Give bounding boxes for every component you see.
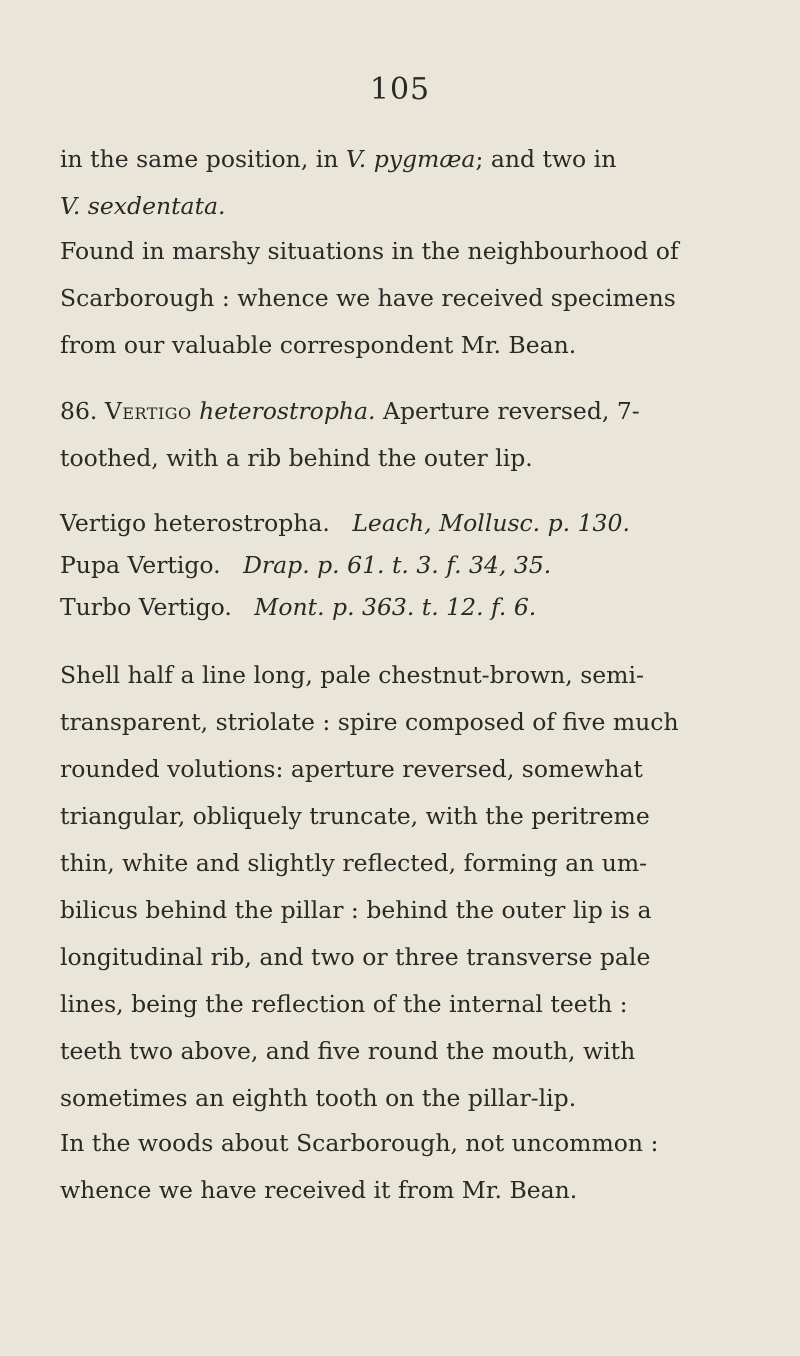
text-line	[60, 136, 780, 183]
description-line: rounded volutions: aperture reversed, somewhat	[60, 755, 643, 783]
description-line: teeth two above, and five round the mouth, with	[60, 1037, 636, 1065]
synonymy-list	[60, 502, 780, 628]
synonym-reference: Drap. p. 61. t. 3. f. 34, 35.	[243, 551, 552, 579]
synonym-name: Turbo Vertigo.	[60, 593, 232, 621]
species-title-line	[60, 388, 780, 435]
diagnosis-line: toothed, with a rib behind the outer lip.	[60, 444, 533, 472]
continuation-paragraph	[60, 136, 780, 230]
habitat-line: In the woods about Scarborough, not uncommon :	[60, 1129, 659, 1157]
habitat-paragraph-prev	[60, 228, 780, 369]
description-line: sometimes an eighth tooth on the pillar-lip.	[60, 1084, 577, 1112]
synonym-row	[60, 544, 780, 586]
diagnosis-text: Aperture reversed, 7-	[382, 397, 640, 425]
description-line: Shell half a line long, pale chestnut-brown, semi-	[60, 661, 644, 689]
text-segment: in the same position, in	[60, 145, 346, 173]
description-line: bilicus behind the pillar : behind the outer lip is a	[60, 896, 652, 924]
text-line: from our valuable correspondent Mr. Bean.	[60, 331, 577, 359]
habitat-paragraph	[60, 1120, 780, 1214]
species-name-line: V. sexdentata.	[60, 192, 226, 220]
description-line: triangular, obliquely truncate, with the peritreme	[60, 802, 650, 830]
description-line: transparent, striolate : spire composed of five much	[60, 708, 679, 736]
species-number: 86.	[60, 397, 98, 425]
text-line: Found in marshy situations in the neighbourhood of	[60, 237, 679, 265]
synonym-reference: Leach, Mollusc. p. 130.	[352, 509, 630, 537]
habitat-line: whence we have received it from Mr. Bean.	[60, 1176, 578, 1204]
synonym-reference: Mont. p. 363. t. 12. f. 6.	[254, 593, 537, 621]
synonym-row	[60, 586, 780, 628]
text-line: Scarborough : whence we have received specimens	[60, 284, 676, 312]
species-name: V. pygmæa	[345, 145, 476, 173]
page-number: 105	[369, 72, 431, 107]
species-heading	[60, 388, 780, 482]
description-line: lines, being the reflection of the internal teeth :	[60, 990, 628, 1018]
synonym-name: Pupa Vertigo.	[60, 551, 221, 579]
species-epithet: heterostropha.	[199, 397, 376, 425]
synonym-row	[60, 502, 780, 544]
synonym-name: Vertigo heterostropha.	[60, 509, 330, 537]
description-line: thin, white and slightly reflected, forming an um-	[60, 849, 648, 877]
genus-name: Vertigo	[104, 397, 192, 425]
description-line: longitudinal rib, and two or three transverse pale	[60, 943, 651, 971]
text-segment: ; and two in	[475, 145, 617, 173]
shell-description	[60, 652, 780, 1122]
